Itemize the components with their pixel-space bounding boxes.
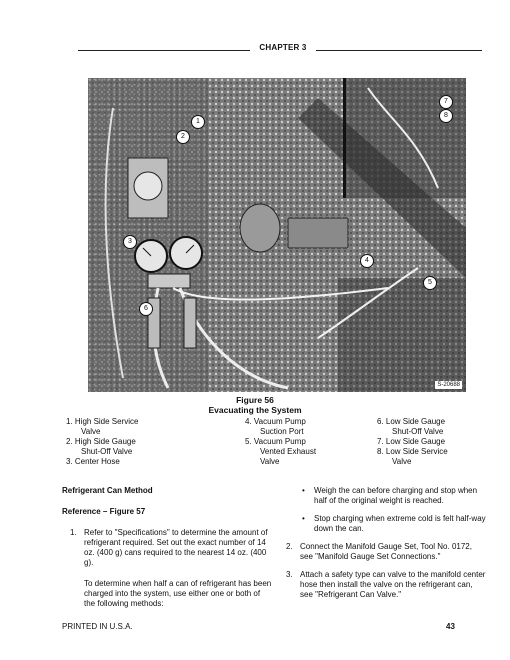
chapter-title: CHAPTER 3: [259, 43, 307, 52]
header-rule-left: [78, 50, 250, 51]
callout-6: 6: [139, 302, 153, 316]
photo-code: S-20688: [437, 382, 460, 388]
legend-item: 5. Vacuum Pump: [245, 437, 306, 446]
legend-item: 8. Low Side Service: [377, 447, 448, 456]
callout-5: 5: [423, 276, 437, 290]
legend-item: 4. Vacuum Pump: [245, 417, 306, 426]
step-2: [286, 542, 486, 562]
callout-7: 7: [439, 95, 453, 109]
step-number: 1.: [70, 528, 77, 537]
header-rule-right: [316, 50, 482, 51]
callout-2: 2: [176, 130, 190, 144]
legend-item: 1. High Side Service: [66, 417, 139, 426]
legend-column-2: [245, 417, 316, 467]
legend-column-3: [377, 417, 448, 467]
bullet-item: [300, 486, 486, 506]
bullet-item: [300, 514, 486, 534]
photo-illustration: [88, 78, 466, 392]
step-number: 2.: [286, 542, 293, 551]
legend-item: 3. Center Hose: [66, 457, 120, 466]
step-1: [70, 528, 272, 568]
legend-item: Valve: [81, 427, 101, 436]
legend-item: Valve: [260, 457, 280, 466]
legend-item: 7. Low Side Gauge: [377, 437, 446, 446]
legend-item: Suction Port: [260, 427, 304, 436]
legend-item: Shut-Off Valve: [81, 447, 133, 456]
bullet-text: Stop charging when extreme cold is felt half-way down the can.: [314, 514, 486, 533]
bullet-text: Weigh the can before charging and stop when half of the original weight is reached.: [314, 486, 478, 505]
legend-item: Vented Exhaust: [260, 447, 317, 456]
legend-column-1: [66, 417, 138, 467]
step-text: Refer to "Specifications" to determine the amount of refrigerant required. Set out the exact number of 14 oz. (400 g) cans required to the nearest 14 oz. (400 g).: [84, 528, 268, 567]
bullet-dot: •: [302, 514, 305, 523]
step-text: Connect the Manifold Gauge Set, Tool No. 0172, see "Manifold Gauge Set Connections.": [300, 542, 472, 561]
step-text: Attach a safety type can valve to the manifold center hose then install the valve on the refrigerant can, see "Refrigerant Can Valve.": [300, 570, 486, 599]
callout-3: 3: [123, 235, 137, 249]
section-heading: Refrigerant Can Method: [62, 486, 153, 495]
legend-item: Shut-Off Valve: [392, 427, 444, 436]
figure-photo: [88, 78, 466, 392]
bullet-dot: •: [302, 486, 305, 495]
step-3: [286, 570, 486, 600]
figure-caption: Evacuating the System: [208, 405, 302, 415]
chapter-header: [78, 43, 482, 57]
callout-8: 8: [439, 109, 453, 123]
step-number: 3.: [286, 570, 293, 579]
callout-4: 4: [360, 254, 374, 268]
right-column: [286, 486, 486, 600]
callout-1: 1: [191, 115, 205, 129]
legend-item: 6. Low Side Gauge: [377, 417, 446, 426]
left-column: [62, 486, 272, 609]
legend-item: 2. High Side Gauge: [66, 437, 136, 446]
legend-item: Valve: [392, 457, 412, 466]
page-number: 43: [446, 622, 455, 631]
figure-number: Figure 56: [236, 395, 274, 405]
paragraph: To determine when half a can of refrigerant has been charged into the system, use either one or both of the following methods:: [84, 579, 272, 608]
reference-heading: Reference – Figure 57: [62, 507, 146, 516]
footer-printed: PRINTED IN U.S.A.: [62, 622, 133, 631]
